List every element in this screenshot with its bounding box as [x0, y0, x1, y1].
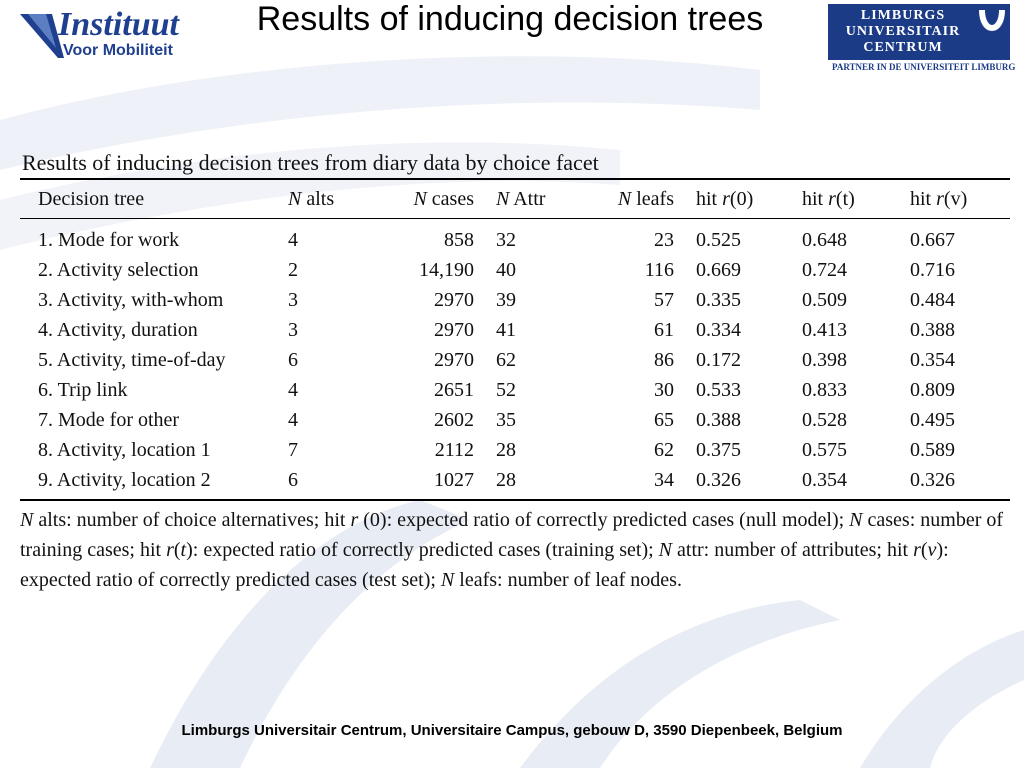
table-cell-hit-rt: 0.509: [802, 288, 847, 311]
table-cell-n-alts: 3: [288, 318, 298, 341]
table-cell-n-cases: 858: [444, 228, 474, 251]
footnote-segment: (: [920, 539, 928, 561]
column-header-part: N: [288, 187, 302, 210]
table-cell-n-attr: 40: [496, 258, 516, 281]
footer-address: Limburgs Universitair Centrum, Universitaire Campus, gebouw D, 3590 Diepenbeek, Belgium: [181, 722, 843, 739]
table-cell-n-cases: 14,190: [419, 258, 474, 281]
footnote-segment: leafs: number of leaf nodes.: [454, 569, 682, 591]
table-row: [20, 255, 1010, 285]
footnote-segment: (0): expected ratio of correctly predicted cases (null model);: [358, 509, 850, 531]
table-cell-decision-tree: 1. Mode for work: [38, 228, 180, 251]
table-cell-hit-r0: 0.525: [696, 228, 741, 251]
column-header-part: hit: [696, 187, 723, 210]
table-cell-n-attr: 62: [496, 348, 516, 371]
table-cell-n-leafs: 65: [654, 408, 674, 431]
institute-logo-name: Instituut: [58, 6, 179, 43]
footnote-segment: ): expected ratio of correctly predicted cases (training set);: [186, 539, 659, 561]
table-cell-hit-r0: 0.326: [696, 468, 741, 491]
table-cell-hit-r0: 0.388: [696, 408, 741, 431]
table-caption: Results of inducing decision trees from diary data by choice facet: [22, 150, 599, 175]
table-cell-n-alts: 2: [288, 258, 298, 281]
column-header-hit-rv: [910, 180, 1010, 219]
table-cell-hit-rv: 0.354: [910, 348, 955, 371]
table-cell-n-leafs: 30: [654, 378, 674, 401]
column-header-part: r: [936, 187, 944, 210]
footnote-segment: r: [166, 539, 174, 561]
footnote-segment: r: [350, 509, 359, 531]
table-header-row: [20, 180, 1010, 219]
footnote-segment: r: [913, 539, 921, 561]
table-cell-decision-tree: 7. Mode for other: [38, 408, 180, 431]
page-title: Results of inducing decision trees: [256, 0, 764, 38]
column-header-part: r: [828, 187, 836, 210]
column-header-part: (v): [943, 187, 968, 210]
table-cell-hit-r0: 0.334: [696, 318, 741, 341]
table-cell-n-alts: 4: [288, 378, 298, 401]
institute-logo-subname: Voor Mobiliteit: [63, 42, 173, 59]
table-row: [20, 219, 1010, 256]
table-cell-n-leafs: 62: [654, 438, 674, 461]
table-cell-decision-tree: 9. Activity, location 2: [38, 468, 211, 491]
university-logo-tagline: PARTNER IN DE UNIVERSITEIT LIMBURG: [832, 62, 1016, 72]
table-cell-hit-rt: 0.724: [802, 258, 847, 281]
table-cell-n-leafs: 34: [654, 468, 674, 491]
column-header-n-cases: [382, 180, 496, 219]
table-cell-hit-rv: 0.495: [910, 408, 955, 431]
column-header-hit-rt: [802, 180, 910, 219]
table-cell-n-leafs: 61: [654, 318, 674, 341]
table-cell-n-cases: 2651: [434, 378, 474, 401]
footnote-segment: N: [658, 539, 673, 561]
table-cell-n-attr: 35: [496, 408, 516, 431]
column-header-n-alts: [288, 180, 382, 219]
footnote-segment: N: [849, 509, 863, 531]
column-header-part: hit: [910, 187, 937, 210]
footnote-segment: N: [20, 509, 34, 531]
table-cell-n-cases: 2970: [434, 348, 474, 371]
table-cell-n-attr: 32: [496, 228, 516, 251]
table-cell-hit-rv: 0.326: [910, 468, 955, 491]
column-header-hit-r0: [696, 180, 802, 219]
table-footnote: [20, 505, 1010, 595]
university-logo-box: [828, 4, 978, 60]
table-cell-n-attr: 52: [496, 378, 516, 401]
table-cell-n-alts: 6: [288, 468, 298, 491]
column-header-part: (t): [835, 187, 855, 210]
table-cell-hit-r0: 0.533: [696, 378, 741, 401]
table-row: [20, 405, 1010, 435]
table-cell-n-attr: 39: [496, 288, 516, 311]
university-logo: [828, 4, 1016, 76]
table-row: [20, 465, 1010, 495]
table-cell-n-cases: 2970: [434, 288, 474, 311]
column-header-part: cases: [426, 187, 474, 210]
table-cell-n-attr: 41: [496, 318, 516, 341]
table-cell-n-alts: 7: [288, 438, 298, 461]
table-cell-n-alts: 4: [288, 408, 298, 431]
table-row: [20, 375, 1010, 405]
column-header-part: N: [496, 187, 510, 210]
table-cell-n-cases: 2112: [434, 438, 474, 461]
university-emblem-icon: [974, 4, 1010, 60]
footnote-segment: t: [180, 539, 187, 561]
footnote-segment: N: [440, 569, 455, 591]
table-cell-n-leafs: 57: [654, 288, 674, 311]
footnote-segment: (: [173, 539, 181, 561]
footnote-segment: alts: number of choice alternatives; hit: [33, 509, 351, 531]
footnote-segment: attr: number of attributes; hit: [672, 539, 914, 561]
table-cell-hit-rv: 0.388: [910, 318, 955, 341]
table-cell-n-leafs: 86: [654, 348, 674, 371]
table-cell-hit-rt: 0.833: [802, 378, 847, 401]
table-cell-n-leafs: 116: [644, 258, 674, 281]
table-cell-n-cases: 2970: [434, 318, 474, 341]
table-cell-hit-rt: 0.648: [802, 228, 847, 251]
table-cell-decision-tree: 8. Activity, location 1: [38, 438, 211, 461]
table-cell-hit-rt: 0.575: [802, 438, 847, 461]
column-header-part: hit: [802, 187, 829, 210]
table-cell-decision-tree: 3. Activity, with-whom: [38, 288, 224, 311]
table-cell-n-alts: 6: [288, 348, 298, 371]
column-header-part: N: [413, 187, 427, 210]
table-cell-decision-tree: 2. Activity selection: [38, 258, 199, 281]
table-cell-n-attr: 28: [496, 438, 516, 461]
table-cell-hit-rt: 0.398: [802, 348, 847, 371]
results-table: [20, 180, 1010, 495]
table-cell-n-attr: 28: [496, 468, 516, 491]
table-bottom-rule: [20, 499, 1010, 501]
table-cell-hit-r0: 0.172: [696, 348, 741, 371]
table-row: [20, 435, 1010, 465]
footnote-segment: ): expected ratio of correctly predicted cases (test set);: [20, 539, 949, 591]
footnote-segment: v: [927, 539, 937, 561]
institute-logo: [18, 4, 208, 66]
column-header-part: alts: [301, 187, 335, 210]
table-cell-hit-rv: 0.716: [910, 258, 955, 281]
column-header-n-attr: [496, 180, 592, 219]
table-cell-n-cases: 2602: [434, 408, 474, 431]
table-cell-decision-tree: 5. Activity, time-of-day: [38, 348, 226, 371]
table-row: [20, 285, 1010, 315]
table-cell-hit-rv: 0.667: [910, 228, 955, 251]
table-cell-n-cases: 1027: [434, 468, 474, 491]
table-cell-hit-rt: 0.354: [802, 468, 847, 491]
table-cell-n-alts: 3: [288, 288, 298, 311]
footnote-segment: cases: number of training cases; hit: [20, 509, 1004, 561]
column-header-part: (0): [729, 187, 754, 210]
university-logo-line-2: UNIVERSITAIR: [845, 24, 961, 39]
table-row: [20, 345, 1010, 375]
table-cell-hit-rv: 0.484: [910, 288, 955, 311]
table-cell-hit-rt: 0.528: [802, 408, 847, 431]
table-cell-decision-tree: 4. Activity, duration: [38, 318, 198, 341]
table-cell-hit-rv: 0.809: [910, 378, 955, 401]
table-row: [20, 315, 1010, 345]
table-cell-n-alts: 4: [288, 228, 298, 251]
table-cell-n-leafs: 23: [654, 228, 674, 251]
table-cell-hit-r0: 0.669: [696, 258, 741, 281]
table-cell-hit-r0: 0.335: [696, 288, 741, 311]
column-header-part: N: [617, 187, 632, 210]
column-header-decision-tree: [20, 180, 288, 219]
column-header-part: Attr: [509, 187, 546, 210]
column-header-part: leafs: [631, 187, 674, 210]
table-cell-hit-r0: 0.375: [696, 438, 741, 461]
table-cell-decision-tree: 6. Trip link: [38, 378, 128, 401]
table-cell-hit-rt: 0.413: [802, 318, 847, 341]
table-cell-hit-rv: 0.589: [910, 438, 955, 461]
column-header-n-leafs: [592, 180, 696, 219]
university-logo-line-1: LIMBURGS: [860, 8, 946, 23]
university-logo-line-3: CENTRUM: [863, 40, 943, 55]
column-header-part: Decision tree: [38, 187, 145, 210]
column-header-part: r: [722, 187, 730, 210]
results-table-section: [20, 148, 1010, 595]
